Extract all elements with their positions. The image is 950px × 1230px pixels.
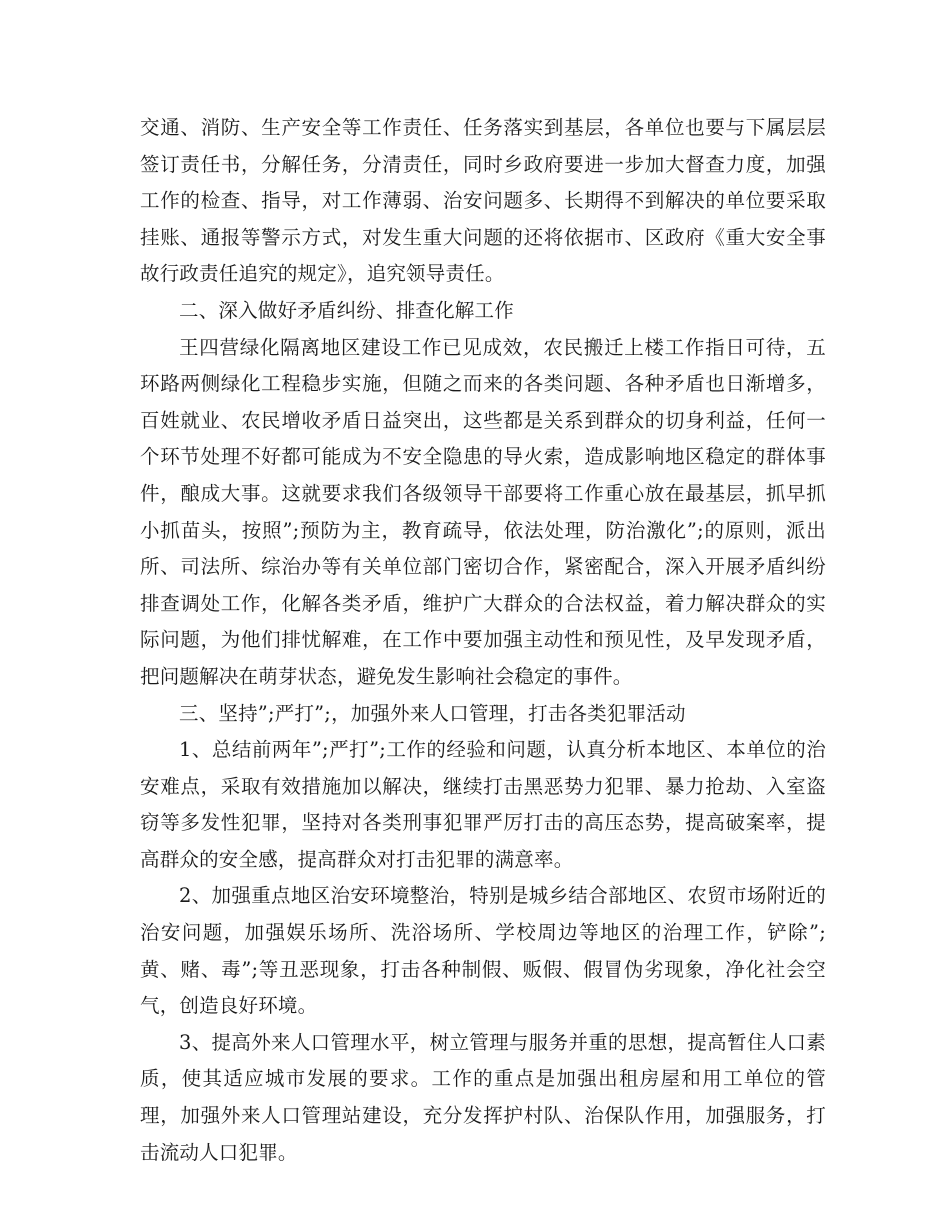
paragraph-item-3: 3、提高外来人口管理水平，树立管理与服务并重的思想，提高暂住人口素质，使其适应城市发展的要求。工作的重点是加强出租房屋和用工单位的管理，加强外来人口管理站建设，充分发挥护村队、治保队作用，加强服务，打击流动人口犯罪。 — [140, 1030, 826, 1164]
paragraph-item-2: 2、加强重点地区治安环境整治，特别是城乡结合部地区、农贸市场附近的治安问题，加强娱乐场所、洗浴场所、学校周边等地区的治理工作，铲除”;黄、赌、毒”;等丑恶现象，打击各种制假、贩假、假冒伪劣现象，净化社会空气，创造良好环境。 — [140, 884, 826, 1018]
document-body — [140, 110, 826, 1171]
paragraph-conflict-resolution: 王四营绿化隔离地区建设工作已见成效，农民搬迁上楼工作指日可待，五环路两侧绿化工程稳步实施，但随之而来的各类问题、各种矛盾也日渐增多，百姓就业、农民增收矛盾日益突出，这些都是关系到群众的切身利益，任何一个环节处理不好都可能成为不安全隐患的导火索，造成影响地区稳定的群体事件，酿成大事。这就要求我们各级领导干部要将工作重心放在最基层，抓早抓小抓苗头，按照”;预防为主，教育疏导，依法处理，防治激化”;的原则，派出所、司法所、综治办等有关单位部门密切合作，紧密配合，深入开展矛盾纠纷排查调处工作，化解各类矛盾，维护广大群众的合法权益，着力解决群众的实际问题，为他们排忧解难，在工作中要加强主动性和预见性，及早发现矛盾，把问题解决在萌芽状态，避免发生影响社会稳定的事件。 — [140, 335, 826, 688]
paragraph-item-1: 1、总结前两年”;严打”;工作的经验和问题，认真分析本地区、本单位的治安难点，采取有效措施加以解决，继续打击黑恶势力犯罪、暴力抢劫、入室盗窃等多发性犯罪，坚持对各类刑事犯罪严厉打击的高压态势，提高破案率，提高群众的安全感，提高群众对打击犯罪的满意率。 — [140, 738, 826, 871]
section-heading-2: 二、深入做好矛盾纠纷、排查化解工作 — [179, 298, 514, 322]
section-heading-3: 三、坚持”;严打”;，加强外来人口管理，打击各类犯罪活动 — [179, 701, 686, 725]
paragraph-continuation: 交通、消防、生产安全等工作责任、任务落实到基层，各单位也要与下属层层签订责任书，分解任务，分清责任，同时乡政府要进一步加大督查力度，加强工作的检查、指导，对工作薄弱、治安问题多、长期得不到解决的单位要采取挂账、通报等警示方式，对发生重大问题的还将依据市、区政府《重大安全事故行政责任追究的规定》，追究领导责任。 — [140, 116, 826, 286]
